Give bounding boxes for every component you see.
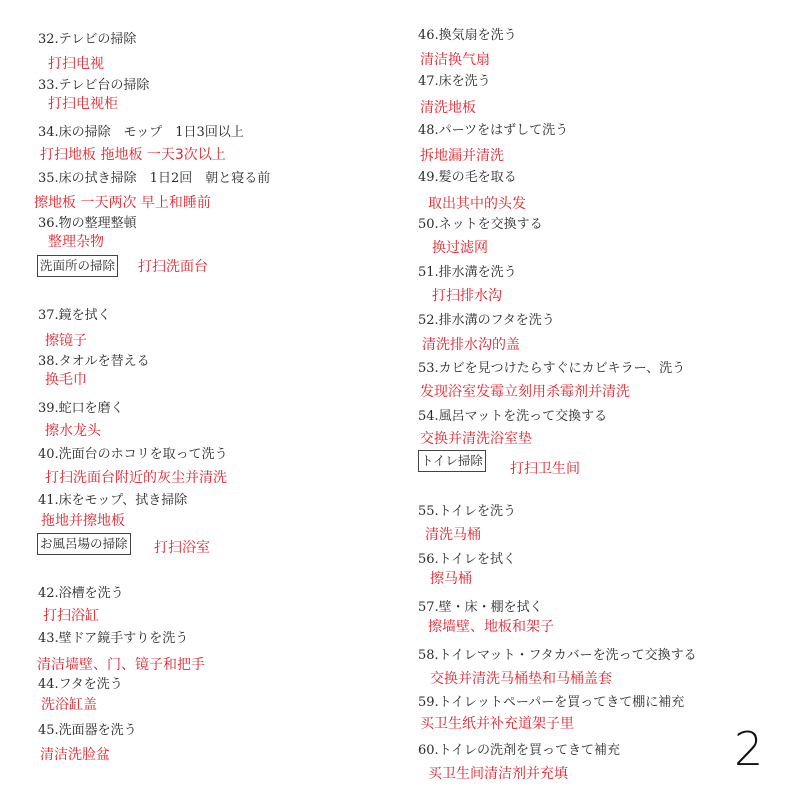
item-44-japanese: 44.フタを洗う <box>38 677 123 692</box>
item-47-japanese: 47.床を洗う <box>418 74 491 89</box>
section-heading-toilet-cleaning-chinese: 打扫卫生间 <box>510 461 580 477</box>
item-57-japanese: 57.壁・床・棚を拭く <box>418 600 543 615</box>
item-40-japanese: 40.洗面台のホコリを取って洗う <box>38 447 228 462</box>
item-33-japanese: 33.テレビ台の掃除 <box>38 78 150 93</box>
item-46-chinese: 清洁换气扇 <box>420 52 490 68</box>
item-55-japanese: 55.トイレを洗う <box>418 504 517 519</box>
item-60-japanese: 60.トイレの洗剤を買ってきて補充 <box>418 743 621 758</box>
item-54-chinese: 交换并清洗浴室垫 <box>420 431 532 447</box>
item-41-japanese: 41.床をモップ、拭き掃除 <box>38 493 188 508</box>
item-46-japanese: 46.換気扇を洗う <box>418 28 517 43</box>
section-heading-washroom-cleaning-chinese: 打扫洗面台 <box>138 259 208 275</box>
item-59-chinese: 买卫生纸并补充道架子里 <box>420 716 574 732</box>
item-38-japanese: 38.タオルを替える <box>38 354 150 369</box>
item-33-chinese: 打扫电视柜 <box>48 96 118 112</box>
item-32-chinese: 打扫电视 <box>48 56 104 72</box>
item-34-japanese: 34.床の掃除 モップ 1日3回以上 <box>38 125 244 140</box>
item-57-chinese: 擦墙壁、地板和架子 <box>428 619 554 635</box>
item-37-chinese: 擦镜子 <box>45 333 87 349</box>
item-49-japanese: 49.髪の毛を取る <box>418 170 517 185</box>
item-51-japanese: 51.排水溝を洗う <box>418 265 517 280</box>
item-37-japanese: 37.鏡を拭く <box>38 308 111 323</box>
section-heading-toilet-cleaning: トイレ掃除 <box>418 450 486 472</box>
item-54-japanese: 54.風呂マットを洗って交換する <box>418 409 608 424</box>
item-45-chinese: 清洁洗脸盆 <box>40 747 110 763</box>
section-heading-bathroom-cleaning-chinese: 打扫浴室 <box>154 540 210 556</box>
item-48-chinese: 拆地漏并清洗 <box>420 148 504 164</box>
item-35-japanese: 35.床の拭き掃除 1日2回 朝と寝る前 <box>38 171 271 186</box>
item-58-chinese: 交换并清洗马桶垫和马桶盖套 <box>430 671 612 687</box>
item-58-japanese: 58.トイレマット・フタカバーを洗って交換する <box>418 648 697 663</box>
item-53-chinese: 发现浴室发霉立刻用杀霉剂并清洗 <box>420 384 630 400</box>
item-34-chinese: 打扫地板 拖地板 一天3次以上 <box>40 147 226 163</box>
item-51-chinese: 打扫排水沟 <box>432 288 502 304</box>
item-42-chinese: 打扫浴缸 <box>43 608 99 624</box>
item-56-japanese: 56.トイレを拭く <box>418 552 517 567</box>
item-42-japanese: 42.浴槽を洗う <box>38 586 124 601</box>
item-43-japanese: 43.壁ドア鏡手すりを洗う <box>38 631 189 646</box>
item-52-chinese: 清洗排水沟的盖 <box>422 337 520 353</box>
item-45-japanese: 45.洗面器を洗う <box>38 723 137 738</box>
item-39-japanese: 39.蛇口を磨く <box>38 401 124 416</box>
item-40-chinese: 打扫洗面台附近的灰尘并清洗 <box>45 470 227 486</box>
item-60-chinese: 买卫生间清洁剂并充填 <box>428 766 568 782</box>
section-heading-washroom-cleaning: 洗面所の掃除 <box>37 255 118 277</box>
item-39-chinese: 擦水龙头 <box>45 423 101 439</box>
item-36-japanese: 36.物の整理整頓 <box>38 216 137 231</box>
item-32-japanese: 32.テレビの掃除 <box>38 32 137 47</box>
item-41-chinese: 拖地并擦地板 <box>41 513 125 529</box>
item-36-chinese: 整理杂物 <box>48 234 104 250</box>
item-55-chinese: 清洗马桶 <box>425 527 481 543</box>
item-49-chinese: 取出其中的头发 <box>428 196 526 212</box>
item-43-chinese: 清洁墙壁、门、镜子和把手 <box>37 657 205 673</box>
item-38-chinese: 换毛巾 <box>45 372 87 388</box>
item-50-chinese: 换过滤网 <box>432 240 488 256</box>
item-53-japanese: 53.カビを見つけたらすぐにカビキラー、洗う <box>418 361 686 376</box>
item-44-chinese: 洗浴缸盖 <box>41 697 97 713</box>
section-heading-bathroom-cleaning: お風呂場の掃除 <box>37 533 131 555</box>
item-48-japanese: 48.パーツをはずして洗う <box>418 123 569 138</box>
item-35-chinese: 擦地板 一天两次 早上和睡前 <box>34 195 211 211</box>
item-59-japanese: 59.トイレットペーパーを買ってきて棚に補充 <box>418 695 685 710</box>
page-number: 2 <box>734 722 764 776</box>
item-50-japanese: 50.ネットを交換する <box>418 217 543 232</box>
item-47-chinese: 清洗地板 <box>420 100 476 116</box>
item-56-chinese: 擦马桶 <box>430 571 472 587</box>
item-52-japanese: 52.排水溝のフタを洗う <box>418 313 555 328</box>
